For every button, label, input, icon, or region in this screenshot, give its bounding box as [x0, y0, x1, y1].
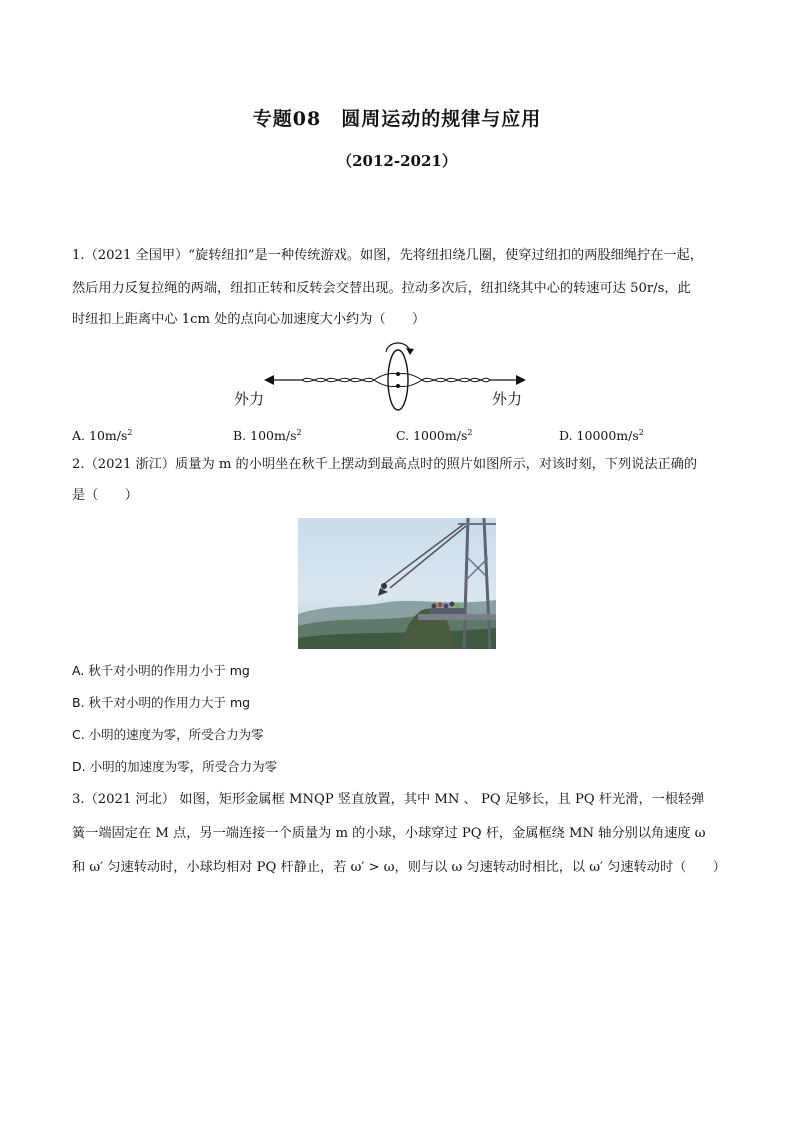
- right-twisted-string-b: [398, 378, 490, 386]
- q1-option-d: [559, 424, 644, 445]
- q2-option-d: D. 小明的加速度为零，所受合力为零: [72, 759, 278, 774]
- q1-option-b: [233, 424, 302, 445]
- right-twisted-string-a: [398, 373, 490, 381]
- option-letter: B.: [233, 428, 247, 443]
- left-twisted-string-b: [302, 378, 398, 386]
- swing-photo-illustration: [298, 518, 496, 649]
- option-exponent: 2: [467, 428, 473, 437]
- q3-text-line2: 簧一端固定在 M 点，另一端连接一个质量为 m 的小球，小球穿过 PQ 杆，金属框绕 MN 轴分别以角速度 ω: [72, 826, 706, 841]
- option-letter: C.: [396, 428, 410, 443]
- q2-option-c: C. 小明的速度为零，所受合力为零: [72, 727, 264, 742]
- left-arrowhead: [264, 375, 274, 385]
- right-arrowhead: [516, 375, 526, 385]
- option-value: 10m/s: [89, 428, 128, 443]
- option-exponent: 2: [127, 428, 133, 437]
- rotation-arrowhead: [406, 348, 414, 355]
- spinning-button-figure: [234, 336, 532, 412]
- option-value: 1000m/s: [413, 428, 468, 443]
- option-exponent: 2: [638, 428, 644, 437]
- q1-text-line1: 1.（2021 全国甲）“旋转纽扣”是一种传统游戏。如图，先将纽扣绕几圈，使穿过纽扣的两股细绳拧在一起，: [72, 248, 703, 263]
- option-letter: A.: [72, 428, 86, 443]
- q2-option-a: A. 秋千对小明的作用力小于 mg: [72, 663, 250, 678]
- option-value: 10000m/s: [576, 428, 639, 443]
- q3-text-line3: 和 ω′ 匀速转动时，小球均相对 PQ 杆静止，若 ω′ > ω，则与以 ω 匀速转动时相比，以 ω′ 匀速转动时（ ）: [72, 860, 726, 875]
- option-value: 100m/s: [250, 428, 297, 443]
- q1-option-a: [72, 424, 132, 445]
- swing-photo: [298, 518, 496, 649]
- option-exponent: 2: [296, 428, 302, 437]
- button-hole-top: [396, 372, 400, 376]
- button-disc: [388, 350, 408, 410]
- q3-text-line1: 3.（2021 河北） 如图，矩形金属框 MNQP 竖直放置，其中 MN 、 PQ 足够长，且 PQ 杆光滑，一根轻弹: [72, 792, 705, 807]
- button-hole-bottom: [396, 384, 400, 388]
- q1-text-line2: 然后用力反复拉绳的两端，纽扣正转和反转会交替出现。拉动多次后，纽扣绕其中心的转速可达 50r/s，此: [72, 281, 691, 296]
- page-subtitle: （2012-2021）: [337, 152, 457, 170]
- q1-text-line3: 时纽扣上距离中心 1cm 处的点向心加速度大小约为（ ）: [72, 312, 426, 327]
- page-title: 专题08 圆周运动的规律与应用: [252, 108, 542, 130]
- figure-right-label: 外力: [492, 390, 523, 408]
- q2-option-b: B. 秋千对小明的作用力大于 mg: [72, 695, 251, 710]
- q1-option-c: [396, 424, 472, 445]
- figure-left-label: 外力: [234, 390, 265, 408]
- q2-text-line1: 2.（2021 浙江）质量为 m 的小明坐在秋千上摆动到最高点时的照片如图所示，对该时刻，下列说法正确的: [72, 457, 698, 472]
- option-letter: D.: [559, 428, 573, 443]
- q2-text-line2: 是（ ）: [72, 488, 138, 503]
